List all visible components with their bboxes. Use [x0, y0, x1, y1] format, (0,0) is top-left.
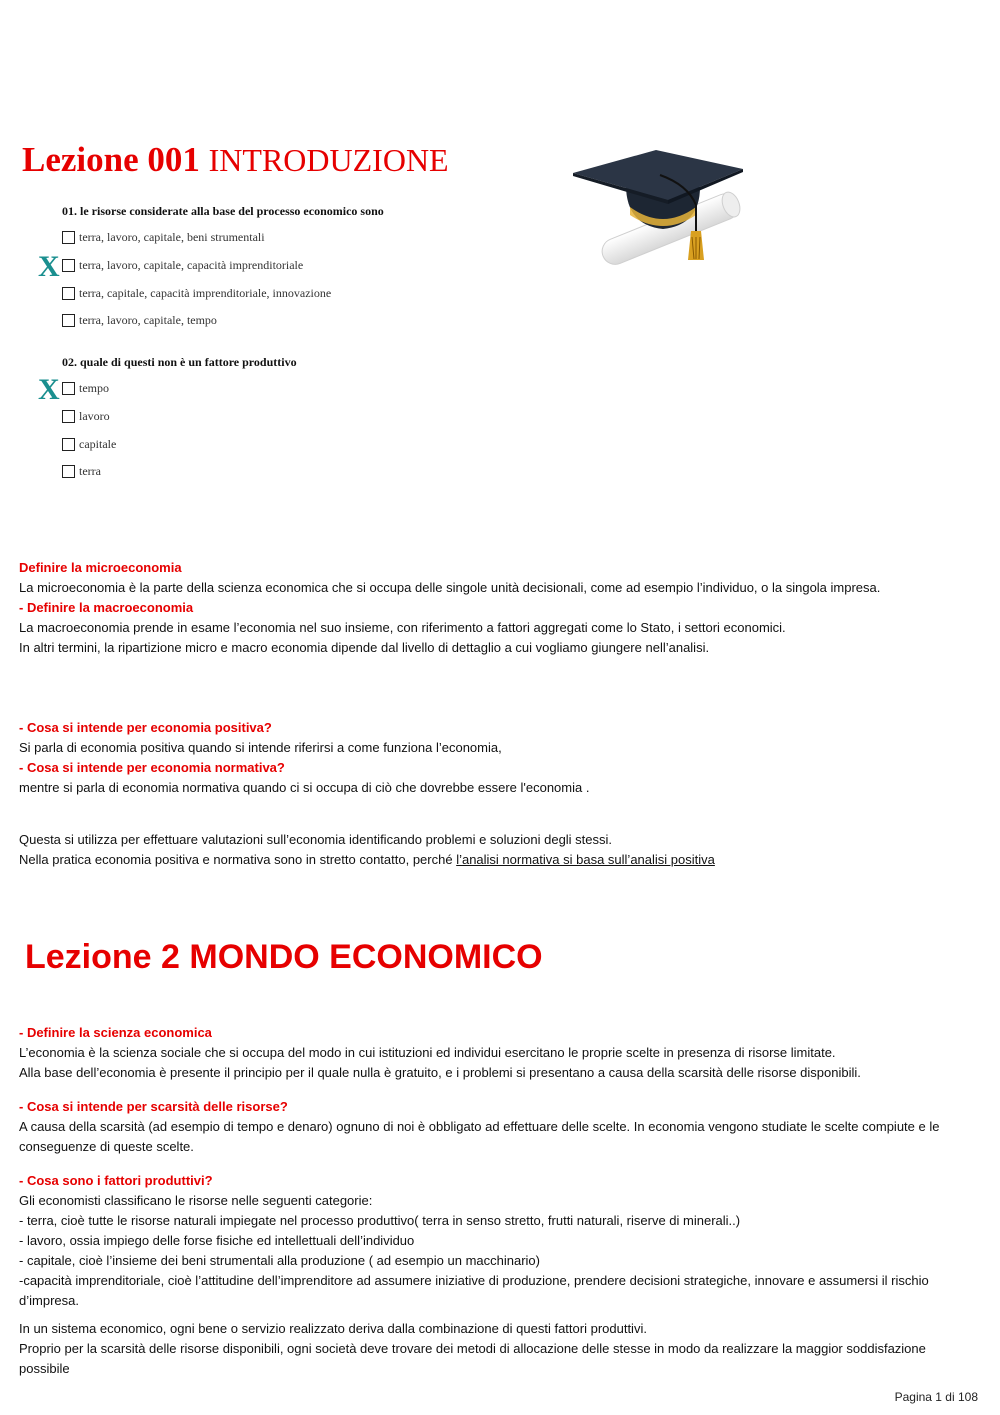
option-label: terra, capitale, capacità imprenditoriale, innovazione: [79, 286, 332, 300]
q1-option-1[interactable]: [62, 230, 265, 245]
checkbox-icon[interactable]: [62, 410, 75, 423]
paragraph: In altri termini, la ripartizione micro e macro economia dipende dal livello di dettaglio a cui vogliamo giungere nell’analisi.: [19, 640, 710, 655]
lesson-1-title-rest: INTRODUZIONE: [208, 142, 449, 178]
checkbox-icon[interactable]: [62, 382, 75, 395]
heading-fattori-produttivi: - Cosa sono i fattori produttivi?: [19, 1173, 213, 1188]
paragraph: In un sistema economico, ogni bene o servizio realizzato deriva dalla combinazione di questi fattori produttivi.: [19, 1321, 647, 1336]
heading-economia-normativa: - Cosa si intende per economia normativa?: [19, 760, 285, 775]
answer-mark-q1: X: [38, 250, 60, 283]
paragraph: Proprio per la scarsità delle risorse disponibili, ogni società deve trovare dei metodi di allocazione delle stesse in modo da realizzare la maggior soddisfazione: [19, 1341, 926, 1356]
lesson-1-title: [22, 140, 449, 180]
heading-macroeconomia: - Definire la macroeconomia: [19, 600, 194, 615]
option-label: lavoro: [79, 409, 110, 423]
positive-normative-section: [19, 718, 979, 798]
paragraph: mentre si parla di economia normativa quando ci si occupa di ciò che dovrebbe essere l'economia .: [19, 780, 590, 795]
lesson-1-title-prefix: Lezione 001: [22, 140, 200, 179]
list-item: - capitale, cioè l’insieme dei beni strumentali alla produzione ( ad esempio un macchinario): [19, 1253, 540, 1268]
answer-mark-q2: X: [38, 373, 60, 406]
q2-option-3[interactable]: [62, 437, 116, 452]
option-label: terra, lavoro, capitale, capacità imprenditoriale: [79, 258, 304, 272]
list-item: -capacità imprenditoriale, cioè l’attitudine dell’imprenditore ad assumere iniziative di produzione, prendere decisioni strategiche, innovare e assumersi il rischio: [19, 1273, 929, 1288]
underlined-text: l’analisi normativa si basa sull’analisi positiva: [456, 852, 715, 867]
question-2-text: 02. quale di questi non è un fattore produttivo: [62, 355, 297, 369]
checkbox-icon[interactable]: [62, 259, 75, 272]
checkbox-icon[interactable]: [62, 465, 75, 478]
list-item: - lavoro, ossia impiego delle forse fisiche ed intellettuali dell’individuo: [19, 1233, 415, 1248]
scienza-economica-section: [19, 1023, 979, 1379]
q1-option-4[interactable]: [62, 313, 217, 328]
question-1-text: 01. le risorse considerate alla base del processo economico sono: [62, 204, 384, 218]
paragraph-text: Nella pratica economia positiva e normativa sono in stretto contatto, perché: [19, 852, 457, 867]
paragraph: La macroeconomia prende in esame l’economia nel suo insieme, con riferimento a fattori aggregati come lo Stato, i settori economici.: [19, 620, 786, 635]
list-item: d’impresa.: [19, 1293, 79, 1308]
option-label: capitale: [79, 437, 117, 451]
option-label: terra: [79, 464, 101, 478]
lesson-2-title: Lezione 2 MONDO ECONOMICO: [25, 938, 543, 976]
micro-macro-section: [19, 558, 979, 658]
option-label: terra, lavoro, capitale, tempo: [79, 313, 217, 327]
paragraph: Alla base dell’economia è presente il principio per il quale nulla è gratuito, e i problemi si presentano a causa della scarsità delle risorse disponibili.: [19, 1065, 861, 1080]
paragraph: conseguenze di queste scelte.: [19, 1139, 194, 1154]
paragraph: La microeconomia è la parte della scienza economica che si occupa delle singole unità decisionali, come ad esempio l’individuo, o la singola impresa.: [19, 580, 881, 595]
q2-option-4[interactable]: [62, 464, 101, 479]
paragraph: Questa si utilizza per effettuare valutazioni sull’economia identificando problemi e soluzioni degli stessi.: [19, 832, 613, 847]
option-label: tempo: [79, 381, 109, 395]
analysis-note: [19, 830, 979, 870]
checkbox-icon[interactable]: [62, 314, 75, 327]
heading-scarsita: - Cosa si intende per scarsità delle risorse?: [19, 1099, 288, 1114]
paragraph: possibile: [19, 1361, 70, 1376]
checkbox-icon[interactable]: [62, 231, 75, 244]
heading-scienza-economica: - Definire la scienza economica: [19, 1025, 212, 1040]
q2-option-2[interactable]: [62, 409, 110, 424]
q1-option-2[interactable]: [62, 258, 303, 273]
heading-economia-positiva: - Cosa si intende per economia positiva?: [19, 720, 272, 735]
graduation-cap-icon: [568, 145, 748, 270]
heading-microeconomia: Definire la microeconomia: [19, 560, 182, 575]
paragraph: L’economia è la scienza sociale che si occupa del modo in cui istituzioni ed individui esercitano le proprie scelte in presenza di risorse limitate.: [19, 1045, 836, 1060]
q2-option-1[interactable]: [62, 381, 109, 396]
paragraph: Gli economisti classificano le risorse nelle seguenti categorie:: [19, 1193, 373, 1208]
paragraph: A causa della scarsità (ad esempio di tempo e denaro) ognuno di noi è obbligato ad effettuare delle scelte. In economia vengono studiate le scelte compiute e le: [19, 1119, 940, 1134]
page-number: Pagina 1 di 108: [894, 1390, 978, 1404]
option-label: terra, lavoro, capitale, beni strumentali: [79, 230, 265, 244]
paragraph: Si parla di economia positiva quando si intende riferirsi a come funziona l’economia,: [19, 740, 502, 755]
list-item: - terra, cioè tutte le risorse naturali impiegate nel processo produttivo( terra in senso stretto, frutti naturali, riserve di minerali..): [19, 1213, 741, 1228]
paragraph: [19, 850, 979, 870]
checkbox-icon[interactable]: [62, 287, 75, 300]
checkbox-icon[interactable]: [62, 438, 75, 451]
q1-option-3[interactable]: [62, 286, 331, 301]
